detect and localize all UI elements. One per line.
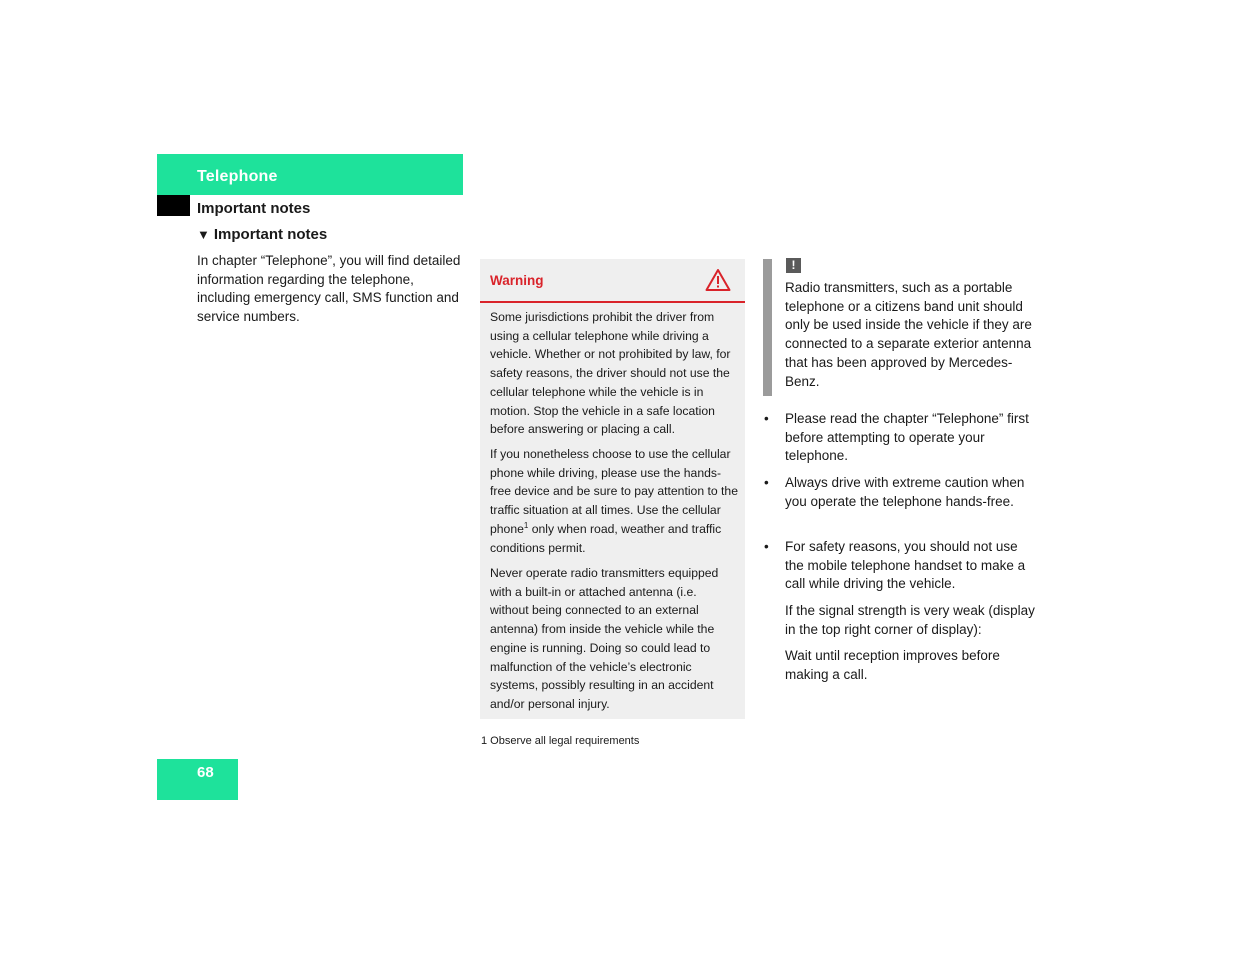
footnote-reference: 1	[523, 520, 529, 530]
subsection-title: Important notes	[197, 200, 311, 217]
warning-label: Warning	[490, 273, 544, 288]
signal-note: If the signal strength is very weak (display in the top right corner of display):	[785, 603, 1035, 637]
warning-paragraph	[490, 445, 738, 557]
footnote: 1 Observe all legal requirements	[481, 735, 640, 747]
warning-text: If you nonetheless choose to use the cellular phone while driving, please use the hands-free device and be sure to pay attention to the traffic situation at all times. Use the cellular phone	[490, 447, 738, 536]
warning-triangle-icon	[705, 268, 731, 292]
heading-text: Important notes	[213, 226, 328, 243]
heading-triangle-icon: ▼	[197, 227, 210, 242]
list-item: • Please read the chapter “Telephone” first before attempting to operate your telephone.	[785, 410, 1035, 466]
intro-paragraph: In chapter “Telephone”, you will find detailed information regarding the telephone, including emergency call, SMS function and service numbers.	[197, 253, 461, 325]
page-heading	[197, 226, 327, 243]
warning-paragraph: Some jurisdictions prohibit the driver from using a cellular telephone while driving a vehicle. Whether or not prohibited by law, for safety reasons, the driver should not use the cellular telephone while the vehicle is in motion. Stop the vehicle in a safe location before answering or placing a call.	[490, 310, 731, 437]
notice-text: Radio transmitters, such as a portable telephone or a citizens band unit should only be used inside the vehicle if they are connected to a separate exterior antenna that has been approved by Mercedes-Benz.	[785, 280, 1032, 389]
subsection-marker	[157, 195, 190, 216]
wait-note: Wait until reception improves before making a call.	[785, 648, 1000, 682]
notice-side-bar	[763, 259, 772, 396]
list-item: • For safety reasons, you should not use the mobile telephone handset to make a call while driving the vehicle.	[785, 538, 1035, 594]
page-number: 68	[197, 764, 214, 781]
warning-box	[480, 259, 745, 719]
exclamation-icon: !	[786, 258, 801, 273]
warning-text: only when road, weather and traffic conditions permit.	[490, 521, 722, 555]
warning-paragraph: Never operate radio transmitters equipped with a built-in or attached antenna (i.e. without being connected to an external antenna) from inside the vehicle while the engine is running. Doing so could lead to malfunction of the vehicle’s electronic systems, possibly resulting in an accident and/or personal injury.	[490, 566, 719, 711]
warning-header	[480, 259, 745, 303]
list-item: • Always drive with extreme caution when you operate the telephone hands-free.	[785, 474, 1035, 511]
section-title: Telephone	[197, 168, 278, 185]
